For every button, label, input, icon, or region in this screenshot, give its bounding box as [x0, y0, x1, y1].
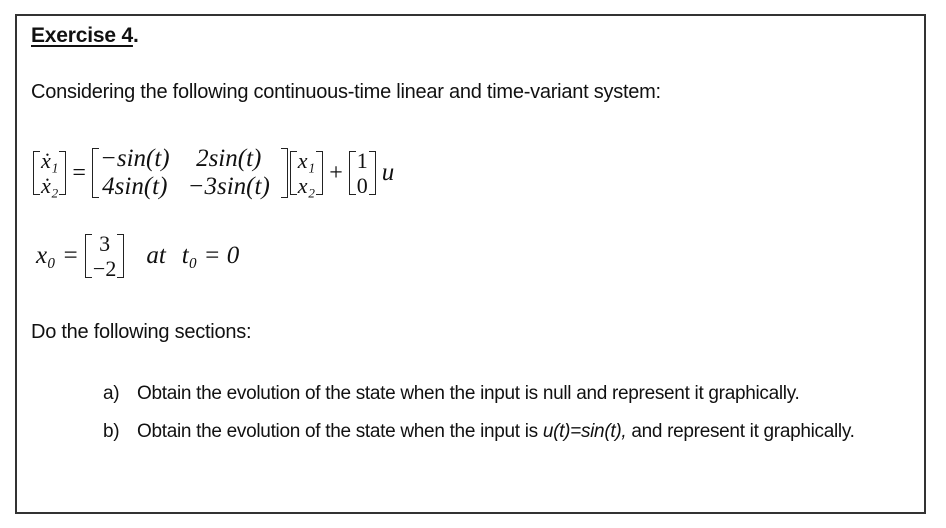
equals-sign: =: [72, 159, 86, 186]
system-matrix-A: [92, 145, 288, 201]
initial-state-vector: [85, 231, 124, 281]
t0-condition: t₀ = 0: [181, 242, 240, 269]
initial-condition: [36, 228, 239, 284]
exercise-title-text: Exercise 4: [31, 24, 133, 47]
state-vector: [290, 148, 323, 198]
x0-label: x₀ =: [36, 242, 79, 269]
state-derivative-vector: [33, 148, 66, 198]
section-a-letter: a): [103, 383, 120, 404]
x2-dot: ẋ₂: [41, 173, 59, 198]
x0-second: −2: [92, 256, 117, 281]
exercise-title: [31, 24, 139, 48]
section-a-text: Obtain the evolution of the state when the input is null and represent it graphically.: [137, 383, 800, 404]
sections-heading: Do the following sections:: [31, 321, 252, 343]
section-b-pre: Obtain the evolution of the state when the input is: [137, 421, 543, 442]
a11: −sin(t): [99, 145, 170, 172]
x0-first: 3: [99, 231, 111, 256]
section-b: [103, 421, 855, 443]
section-b-letter: b): [103, 421, 120, 442]
x1: x₁: [297, 148, 316, 173]
b2: 0: [356, 173, 368, 198]
a22: −3sin(t): [187, 173, 270, 200]
x2: x₂: [297, 173, 316, 198]
plus-sign: +: [329, 159, 343, 186]
section-b-input: u(t)=sin(t),: [542, 421, 627, 442]
a12: 2sin(t): [196, 145, 262, 172]
section-a: [103, 383, 800, 405]
exercise-title-punct: .: [132, 24, 139, 47]
x1-dot: ẋ₁: [41, 148, 59, 173]
input-matrix-B: [349, 148, 376, 198]
section-b-post: and represent it graphically.: [626, 421, 855, 442]
b1: 1: [356, 148, 368, 173]
input-u: u: [381, 159, 395, 186]
state-equation: [33, 140, 394, 206]
at-word: at: [146, 242, 166, 269]
a21: 4sin(t): [102, 173, 168, 200]
intro-text: Considering the following continuous-time linear and time-variant system:: [31, 81, 661, 103]
section-b-text: [137, 421, 855, 443]
